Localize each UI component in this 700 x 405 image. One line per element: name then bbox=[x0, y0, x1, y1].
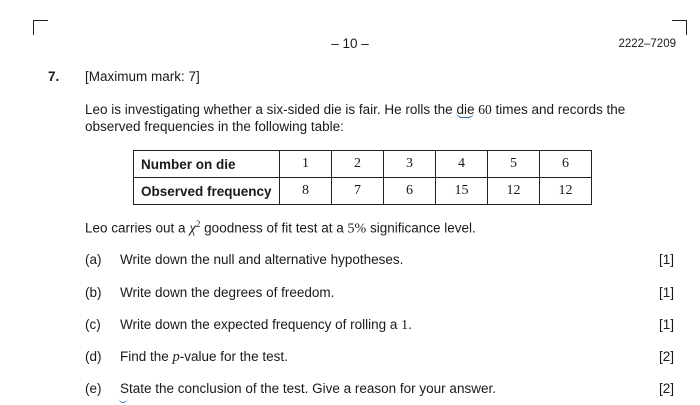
part-c-label: (c) bbox=[85, 317, 101, 332]
table-frequency-cell: 12 bbox=[488, 178, 540, 205]
maximum-mark: [Maximum mark: 7] bbox=[85, 69, 200, 84]
part-b-mark: [1] bbox=[658, 285, 674, 300]
crop-mark-top-left bbox=[33, 20, 48, 35]
p-variable: p bbox=[172, 349, 180, 365]
significance-level: 5% bbox=[347, 221, 367, 237]
page-number: – 10 – bbox=[331, 36, 369, 51]
table-frequency-cell: 7 bbox=[332, 178, 384, 205]
part-e-label: (e) bbox=[85, 381, 102, 396]
part-c-text: Write down the expected frequency of rolling a 1. bbox=[120, 317, 412, 333]
table-die-face: 4 bbox=[436, 151, 488, 178]
intro-text-1: Leo is investigating whether a six-sided die is fair. He rolls the bbox=[85, 102, 457, 117]
chi-exponent: 2 bbox=[195, 219, 201, 229]
table-frequency-cell: 6 bbox=[384, 178, 436, 205]
table-die-face: 6 bbox=[540, 151, 592, 178]
table-frequency-cell: 8 bbox=[280, 178, 332, 205]
question-intro bbox=[85, 101, 645, 135]
chi-symbol: χ bbox=[189, 220, 196, 237]
part-d-mark: [2] bbox=[658, 349, 674, 364]
pen-scribble bbox=[119, 399, 127, 403]
paper-code: 2222–7209 bbox=[618, 38, 676, 50]
part-e-text: State the conclusion of the test. Give a reason for your answer. bbox=[120, 381, 496, 396]
table-die-face: 3 bbox=[384, 151, 436, 178]
part-d-text: Find the p-value for the test. bbox=[120, 349, 288, 365]
crop-mark-top-right bbox=[672, 20, 687, 35]
test-description: Leo carries out a $\chi^2$ goodness of fit test at a 5% significance level. bbox=[85, 219, 476, 237]
table-die-face: 1 bbox=[280, 151, 332, 178]
part-b-label: (b) bbox=[85, 285, 102, 300]
intro-roll-count: 60 bbox=[478, 102, 492, 117]
table-frequency-cell: 12 bbox=[540, 178, 592, 205]
intro-text-2: times and records the observed frequencies in the following table: bbox=[85, 102, 626, 134]
table-frequency-cell: 15 bbox=[436, 178, 488, 205]
table-die-face: 5 bbox=[488, 151, 540, 178]
part-b-text: Write down the degrees of freedom. bbox=[120, 285, 335, 300]
table-header-row bbox=[134, 151, 592, 178]
table-header-label: Number on die bbox=[134, 151, 280, 178]
part-a-label: (a) bbox=[85, 252, 102, 267]
frequency-table bbox=[133, 150, 592, 205]
intro-die-underlined: die bbox=[456, 102, 475, 117]
part-a-text: Write down the null and alternative hypotheses. bbox=[120, 252, 404, 267]
table-frequency-row bbox=[134, 178, 592, 205]
part-a-mark: [1] bbox=[658, 252, 674, 267]
part-d-label: (d) bbox=[85, 349, 102, 364]
table-die-face: 2 bbox=[332, 151, 384, 178]
question-number: 7. bbox=[48, 69, 60, 84]
table-row-label: Observed frequency bbox=[134, 178, 280, 205]
part-c-mark: [1] bbox=[658, 317, 674, 332]
part-e-mark: [2] bbox=[658, 381, 674, 396]
